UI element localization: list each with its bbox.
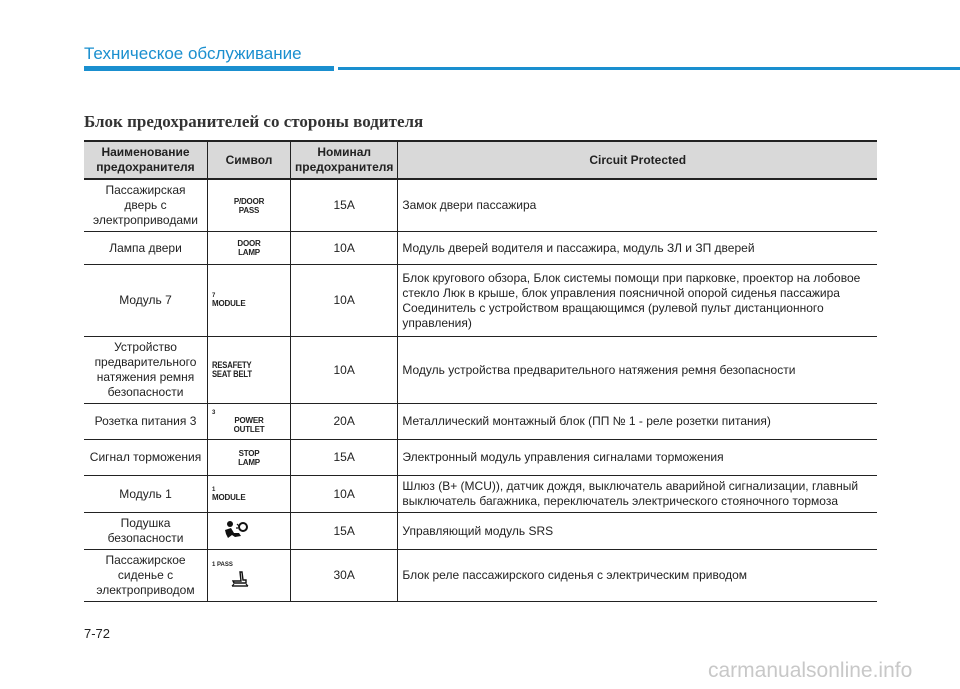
fuse-name: Пассажирское сиденье с электроприводом <box>84 550 208 602</box>
table-row <box>84 476 877 513</box>
circuit-protected: Шлюз (B+ (MCU)), датчик дождя, выключатель аварийной сигнализации, главный выключатель багажника, переключатель электрического стояночного тормоза <box>398 476 877 513</box>
fuse-rating: 20A <box>291 404 398 440</box>
symbol-label: LAMP <box>238 248 260 257</box>
table-row <box>84 404 877 440</box>
fuse-rating: 10A <box>291 337 398 404</box>
symbol-label: DOOR <box>237 239 261 248</box>
watermark: carmanualsonline.info <box>708 659 913 682</box>
symbol-number: 1 PASS <box>212 561 233 568</box>
fuse-name: Модуль 7 <box>84 265 208 337</box>
symbol-label: SEAT BELT <box>212 369 252 379</box>
fuse-symbol <box>208 265 291 337</box>
symbol-label: MODULE <box>212 299 246 308</box>
table-row <box>84 513 877 550</box>
column-header-rating: Номинал предохранителя <box>291 141 398 179</box>
header-divider-line <box>338 67 960 70</box>
fuse-symbol <box>208 440 291 476</box>
circuit-protected: Металлический монтажный блок (ПП № 1 - реле розетки питания) <box>398 404 877 440</box>
fuse-name: Модуль 1 <box>84 476 208 513</box>
fuse-table <box>84 140 877 602</box>
column-header-symbol: Символ <box>208 141 291 179</box>
fuse-rating: 10A <box>291 232 398 265</box>
symbol-label: P/DOOR <box>233 196 265 206</box>
fuse-name: Пассажирская дверь с электроприводами <box>84 179 208 232</box>
fuse-name: Подушка безопасности <box>84 513 208 550</box>
table-row <box>84 440 877 476</box>
page-title: Блок предохранителей со стороны водителя <box>84 112 424 131</box>
symbol-label: LAMP <box>238 457 260 467</box>
circuit-protected: Блок реле пассажирского сиденья с электрическим приводом <box>398 550 877 602</box>
symbol-label: PASS <box>238 205 260 215</box>
header-accent-bar <box>84 66 334 71</box>
fuse-symbol <box>208 476 291 513</box>
airbag-icon <box>222 520 248 542</box>
power-seat-icon <box>226 570 252 590</box>
circuit-protected: Электронный модуль управления сигналами торможения <box>398 440 877 476</box>
page-number: 7-72 <box>84 626 111 641</box>
circuit-protected: Блок кругового обзора, Блок системы помощи при парковке, проектор на лобовое стекло Люк в крыше, блок управления поясничной опорой сиденья пассажира Соединитель с устройством вращающимся (рулевой пульт дистанционного управления) <box>398 265 877 337</box>
symbol-label: STOP <box>238 448 260 458</box>
circuit-protected: Модуль устройства предварительного натяжения ремня безопасности <box>398 337 877 404</box>
fuse-symbol <box>208 179 291 232</box>
table-row <box>84 550 877 602</box>
circuit-protected: Замок двери пассажира <box>398 179 877 232</box>
fuse-rating: 15A <box>291 179 398 232</box>
symbol-number: 3 <box>212 409 216 416</box>
table-row <box>84 337 877 404</box>
table-row <box>84 265 877 337</box>
fuse-symbol <box>208 232 291 265</box>
symbol-number: 7 <box>212 293 216 299</box>
fuse-symbol <box>208 550 291 602</box>
symbol-label: RESAFETY <box>212 360 252 370</box>
fuse-rating: 10A <box>291 265 398 337</box>
fuse-rating: 10A <box>291 476 398 513</box>
fuse-symbol <box>208 404 291 440</box>
table-row <box>84 179 877 232</box>
fuse-name: Розетка питания 3 <box>84 404 208 440</box>
table-row <box>84 232 877 265</box>
circuit-protected: Управляющий модуль SRS <box>398 513 877 550</box>
column-header-circuit: Circuit Protected <box>398 141 877 179</box>
table-header-row <box>84 141 877 179</box>
symbol-label: OUTLET <box>233 424 265 434</box>
fuse-name: Лампа двери <box>84 232 208 265</box>
fuse-symbol <box>208 513 291 550</box>
symbol-label: POWER <box>234 415 264 425</box>
symbol-number: 1 <box>212 486 216 493</box>
fuse-symbol <box>208 337 291 404</box>
fuse-rating: 15A <box>291 513 398 550</box>
symbol-label: MODULE <box>212 492 246 502</box>
column-header-name: Наименование предохранителя <box>84 141 208 179</box>
fuse-rating: 30A <box>291 550 398 602</box>
page-section-title: Техническое обслуживание <box>84 44 302 63</box>
fuse-name: Устройство предварительного натяжения ремня безопасности <box>84 337 208 404</box>
fuse-name: Сигнал торможения <box>84 440 208 476</box>
fuse-rating: 15A <box>291 440 398 476</box>
circuit-protected: Модуль дверей водителя и пассажира, модуль ЗЛ и ЗП дверей <box>398 232 877 265</box>
